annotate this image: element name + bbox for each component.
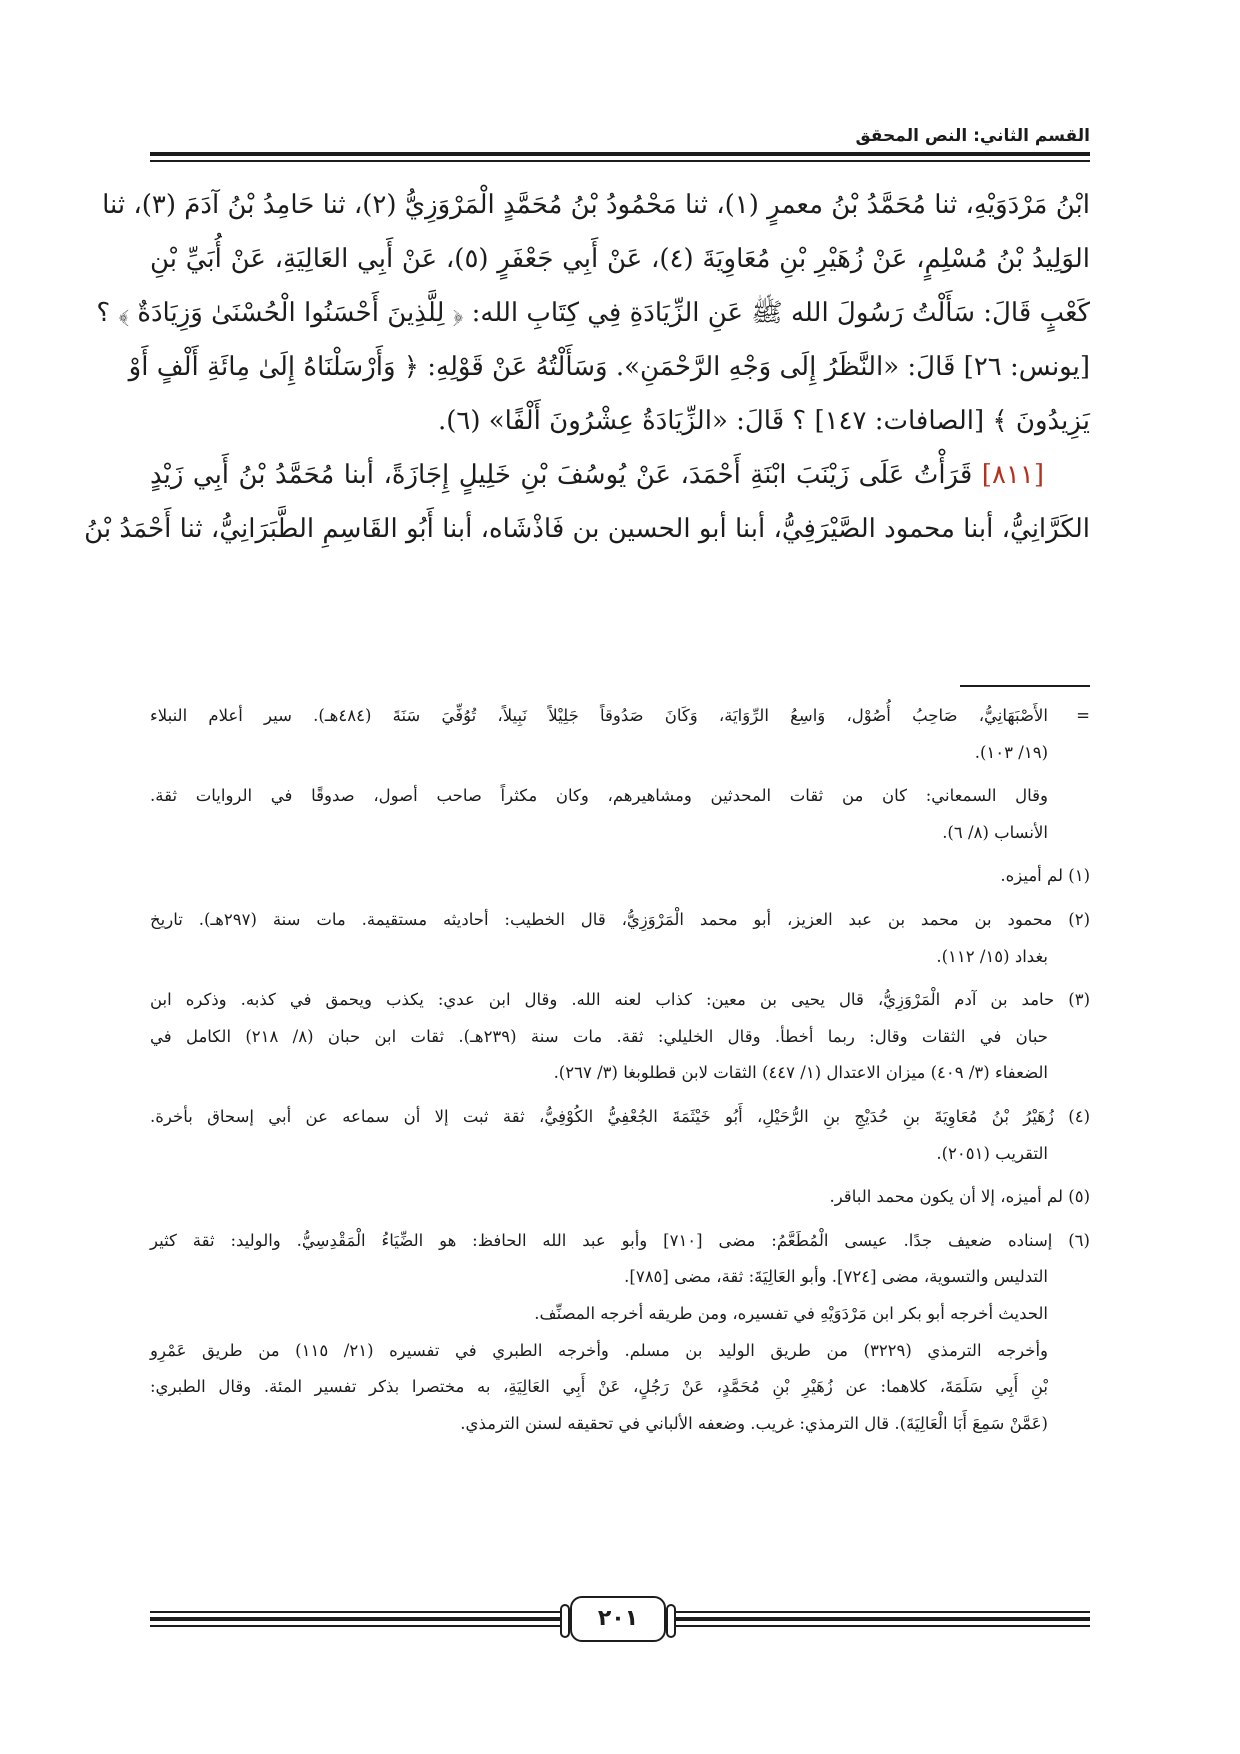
footnote-4: (٤) زُهَيْرُ بْنُ مُعَاوِيَةَ بنِ حُدَيْجِ بنِ الرُّحَيْلِ، أَبُو خَيْثَمَةَ الجُعْفِيُّ الكُوْفِيُّ، ثقة ثبت إلا أن سماعه عن أبي إسحاق بأخرة. <box>150 1106 1090 1126</box>
continuation-mark: = <box>1076 706 1090 725</box>
main-line: الوَلِيدُ بْنُ مُسْلِمٍ، عَنْ زُهَيْرِ بْنِ مُعَاوِيَةَ (٤)، عَنْ أَبِي جَعْفَرٍ (٥)، عَنْ أَبِي العَالِيَةِ، عَنْ أُبَيِّ بْنِ <box>150 244 1090 274</box>
header-rule-thin <box>150 160 1090 162</box>
running-header: القسم الثاني: النص المحقق <box>855 126 1090 146</box>
footnote-line: بْنِ أَبِي سَلَمَةَ، كلاهما: عن زُهَيْرِ بْنِ مُحَمَّدٍ، عَنْ رَجُلٍ، عَنْ أَبِي العَالِيَةِ، به مختصرا بذكر تفسير المئة. وقال الطبري: <box>150 1377 1048 1397</box>
footnote-6: (٦) إسناده ضعيف جدًا. عيسى الْمُطَعَّمُ: مضى [٧١٠] وأبو عبد الله الحافظ: هو الضِّيَاءُ الْمَقْدِسِيُّ. والوليد: ثقة كثير <box>150 1230 1090 1250</box>
footnote-text: الأَصْبَهَانِيُّ، صَاحِبُ أُصُوْل، وَاسِعُ الرِّوَايَة، وَكَانَ صَدُوقاً جَلِيْلاً نَبِيلاً، تُوُفِّيَ سَنَةَ (٤٨٤هـ). سير أعلام النبلاء <box>150 706 1048 725</box>
footnote-line: حبان في الثقات وقال: ربما أخطأ. وقال الخليلي: ثقة. مات سنة (٢٣٩هـ). ثقات ابن حبان (٨/ ٢١٨) الكامل في <box>150 1026 1048 1046</box>
footnote-line: الأنساب (٨/ ٦). <box>942 822 1048 842</box>
hadith-text: قَرَأْتُ عَلَى زَيْنَبَ ابْنَةِ أَحْمَدَ، عَنْ يُوسُفَ بْنِ خَلِيلٍ إِجَازَةً، أبنا مُحَمَّدُ بْنُ أَبِي زَيْدٍ <box>150 460 973 490</box>
footnote-5: (٥) لم أميزه، إلا أن يكون محمد الباقر. <box>829 1187 1090 1207</box>
footnote-line: التقريب (٢٠٥١). <box>936 1143 1048 1163</box>
main-line: كَعْبٍ قَالَ: سَأَلْتُ رَسُولَ الله ﷺ عَنِ الزِّيَادَةِ فِي كِتَابِ الله: ﴿ لِلَّذِينَ أَحْسَنُوا الْحُسْنَىٰ وَزِيَادَةٌ ﴾ ؟ <box>96 298 1090 328</box>
hadith-number: [٨١١] <box>981 460 1045 490</box>
footnote-line: الحديث أخرجه أبو بكر ابن مَرْدَوَيْهِ في تفسيره، ومن طريقه أخرجه المصنِّف. <box>534 1303 1048 1323</box>
page-number: ٢٠١ <box>570 1596 666 1642</box>
header-rule-thick <box>150 152 1090 156</box>
footnote-separator <box>960 685 1090 687</box>
footnote-1: (١) لم أميزه. <box>1000 866 1090 886</box>
hadith-paragraph-line <box>150 448 1090 502</box>
footnote-line: (١٩/ ١٠٣). <box>974 742 1048 762</box>
main-line: ابْنُ مَرْدَوَيْهِ، ثنا مُحَمَّدُ بْنُ معمرٍ (١)، ثنا مَحْمُودُ بْنُ مُحَمَّدٍ الْمَرْوَزِيُّ (٢)، ثنا حَامِدُ بْنُ آدَمَ (٣)، ثنا <box>102 190 1090 220</box>
footnote-line: بغداد (١٥/ ١١٢). <box>936 946 1048 966</box>
footnote-line: وأخرجه الترمذي (٣٢٢٩) من طريق الوليد بن مسلم. وأخرجه الطبري في تفسيره (٢١/ ١١٥) من طريق عَمْرِو <box>150 1340 1048 1360</box>
footnote-line <box>150 698 1090 735</box>
main-text <box>84 178 1090 556</box>
footnote-3: (٣) حامد بن آدم الْمَرْوَزِيُّ، قال يحيى بن معين: كذاب لعنه الله. وقال ابن عدي: يكذب ويحمق في كذبه. وذكره ابن <box>150 990 1090 1010</box>
main-line: الكَرَّانِيُّ، أبنا محمود الصَّيْرَفِيُّ، أبنا أبو الحسين بن فَاذْشَاه، أبنا أَبُو القَاسِمِ الطَّبَرَانِيُّ، ثنا أَحْمَدُ بْنُ <box>84 514 1090 544</box>
main-line: [يونس: ٢٦] قَالَ: «النَّظَرُ إِلَى وَجْهِ الرَّحْمَنِ». وَسَأَلْتُهُ عَنْ قَوْلِهِ: ﴿ وَأَرْسَلْنَاهُ إِلَىٰ مِائَةِ أَلْفٍ أَوْ <box>128 352 1090 382</box>
footnote-line: (عَمَّنْ سَمِعَ أَبَا الْعَالِيَةَ). قال الترمذي: غريب. وضعفه الألباني في تحقيقه لسنن الترمذي. <box>460 1413 1048 1433</box>
main-line: يَزِيدُونَ ﴾ [الصافات: ١٤٧] ؟ قَالَ: «الزِّيَادَةُ عِشْرُونَ أَلْفًا» (٦). <box>437 406 1090 436</box>
footnotes <box>150 698 1090 1442</box>
footnote-2: (٢) محمود بن محمد بن عبد العزيز، أبو محمد الْمَرْوَزِيُّ، قال الخطيب: أحاديثه مستقيمة. مات سنة (٢٩٧هـ). تاريخ <box>150 909 1091 929</box>
footnote-line: التدليس والتسوية، مضى [٧٢٤]. وأبو العَالِيَةَ: ثقة، مضى [٧٨٥]. <box>624 1267 1048 1287</box>
footnote-line: وقال السمعاني: كان من ثقات المحدثين ومشاهيرهم، وكان مكثراً صاحب أصول، صدوقًا في الروايات ثقة. <box>150 786 1048 806</box>
footnote-line: الضعفاء (٣/ ٤٠٩) ميزان الاعتدال (١/ ٤٤٧) الثقات لابن قطلوبغا (٣/ ٢٦٧). <box>553 1063 1048 1083</box>
